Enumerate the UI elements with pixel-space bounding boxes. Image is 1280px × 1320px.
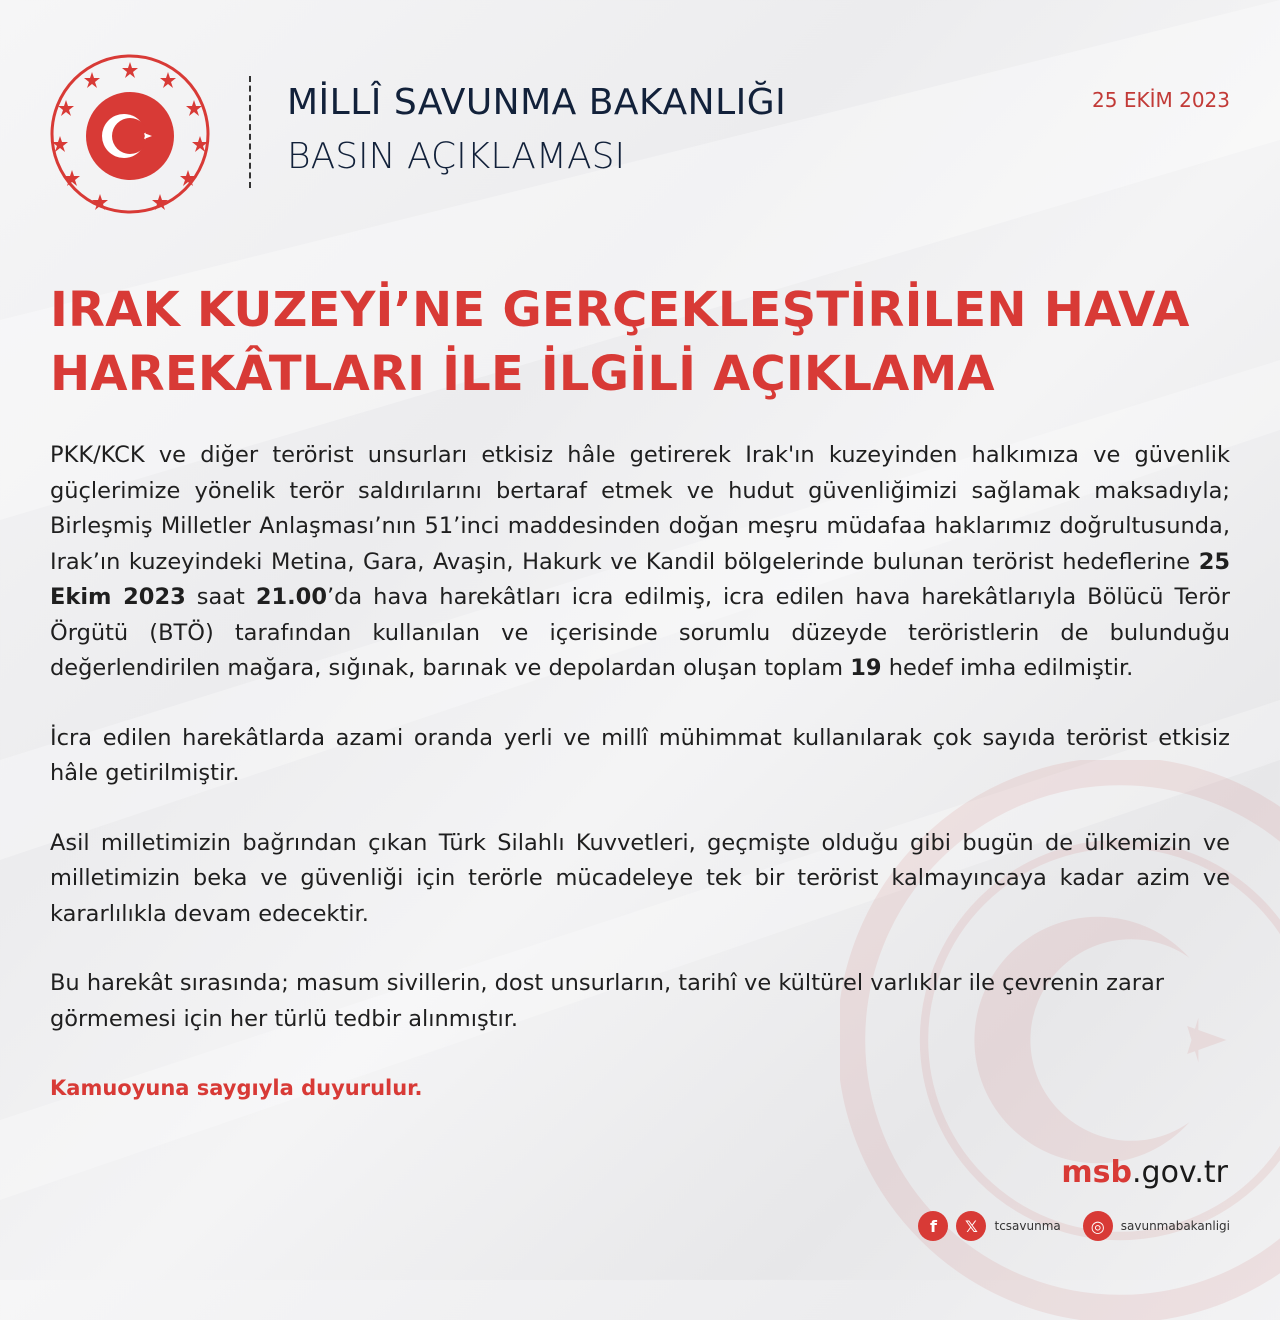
ministry-emblem [48, 52, 212, 216]
facebook-icon[interactable]: f [918, 1211, 948, 1241]
headline-line-2: HAREKÂTLARI İLE İLGİLİ AÇIKLAMA [50, 346, 995, 402]
p1-text-b: saat [185, 584, 256, 610]
social-links [918, 1210, 1230, 1242]
headline [50, 278, 1240, 406]
press-release-label: BASIN AÇIKLAMASI [287, 136, 626, 177]
p1-text-d: hedef imha edilmiştir. [881, 655, 1134, 681]
paragraph-1 [50, 438, 1230, 687]
handle-tcsavunma[interactable]: tcsavunma [994, 1219, 1061, 1233]
closing-line: Kamuoyuna saygıyla duyurulur. [50, 1076, 423, 1100]
site-rest: .gov.tr [1132, 1155, 1228, 1190]
paragraph-4: Bu harekât sırasında; masum sivillerin, dost unsurların, tarihî ve kültürel varlıklar ile çevrenin zarar görmemesi için her türlü tedbir alınmıştır. [50, 970, 1165, 1032]
ministry-name: MİLLÎ SAVUNMA BAKANLIĞI [287, 82, 787, 123]
p1-date: 25 Ekim 2023 [50, 548, 1230, 610]
p1-count: 19 [850, 655, 882, 681]
instagram-icon[interactable]: ◎ [1083, 1211, 1113, 1241]
handle-savunmabakanligi[interactable]: savunmabakanligi [1120, 1219, 1230, 1233]
p1-time: 21.00 [255, 584, 327, 610]
statement-body [50, 438, 1230, 1107]
website-link[interactable] [1061, 1155, 1228, 1190]
release-date: 25 EKİM 2023 [1092, 88, 1230, 112]
paragraph-2: İcra edilen harekâtlarda azami oranda yerli ve millî mühimmat kullanılarak çok sayıda terörist etkisiz hâle getirilmiştir. [50, 724, 1230, 786]
site-bold: msb [1061, 1155, 1132, 1190]
x-icon[interactable]: 𝕏 [956, 1211, 986, 1241]
paragraph-3: Asil milletimizin bağrından çıkan Türk Silahlı Kuvvetleri, geçmişte olduğu gibi bugün de ülkemizin ve milletimizin beka ve güvenliği için terörle mücadeleye tek bir terörist kalmayıncaya kadar azim ve kararlılıkla devam edecektir. [50, 829, 1230, 927]
p1-text-a: PKK/KCK ve diğer terörist unsurları etkisiz hâle getirerek Irak'ın kuzeyinden halkımıza ve güvenlik güçlerimize yönelik terör saldırılarını bertaraf etmek ve hudut güvenliğimizi sağlamak maksadıyla; Birleşmiş Milletler Anlaşması’nın 51’inci maddesinden doğan meşru müdafaa haklarımız doğrultusunda, Irak’ın kuzeyindeki Metina, Gara, Avaşin, Hakurk ve Kandil bölgelerinde bulunan terörist hedeflerine [50, 442, 1230, 575]
headline-line-1: IRAK KUZEYİ’NE GERÇEKLEŞTİRİLEN HAVA [50, 282, 1190, 338]
header-divider [249, 76, 251, 188]
p1-text-c: ’da hava harekâtları icra edilmiş, icra edilen hava harekâtlarıyla Bölücü Terör Örgütü (BTÖ) tarafından kullanılan ve içerisinde sorumlu düzeyde teröristlerin de bulunduğu değerlendirilen mağara, sığınak, barınak ve depolardan oluşan toplam [50, 584, 1230, 681]
